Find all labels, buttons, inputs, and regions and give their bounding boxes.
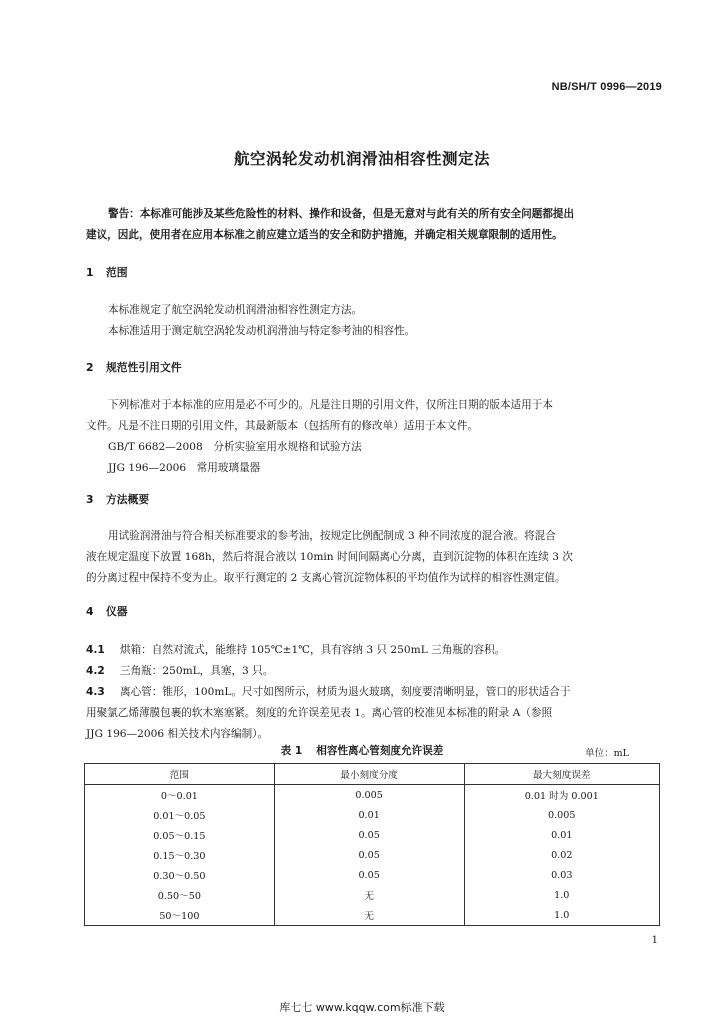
table-cell: 无 — [274, 905, 464, 926]
table-cell: 0.03 — [464, 865, 660, 885]
clause-text: 离心管：锥形，100mL。尺寸如图所示，材质为退火玻璃，刻度要清晰明显，管口的形状适合于 — [120, 686, 571, 698]
table-title: 相容性离心管刻度允许误差 — [316, 745, 444, 757]
clause-number: 4.1 — [86, 644, 105, 656]
paragraph: 本标准规定了航空涡轮发动机润滑油相容性测定方法。 — [108, 304, 363, 316]
section-3-body — [86, 526, 658, 589]
warning-paragraph — [86, 204, 658, 246]
section-number: 3 — [86, 493, 94, 506]
table-cell: 0～0.01 — [160, 791, 198, 802]
table-row — [85, 845, 660, 865]
section-title: 范围 — [106, 266, 128, 279]
section-number: 4 — [86, 605, 94, 618]
table-row — [85, 865, 660, 885]
table-cell: 无 — [274, 885, 464, 905]
section-4-heading — [86, 604, 128, 619]
paragraph-line: JJG 196—2006 相关技术内容编制）。 — [86, 728, 269, 740]
clause-number: 4.2 — [86, 665, 105, 677]
clause-4-2 — [86, 661, 658, 682]
clause-number: 4.3 — [86, 686, 105, 698]
table-row — [85, 805, 660, 825]
table-cell: 0.02 — [464, 845, 660, 865]
table-cell: 50～100 — [159, 911, 200, 922]
warning-line-1: 警告：本标准可能涉及某些危险性的材料、操作和设备，但是无意对与此有关的所有安全问题都提出 — [108, 208, 575, 220]
paragraph-line: 液在规定温度下放置 168h，然后将混合液以 10min 时间间隔离心分离，直到沉淀物的体积在连续 3 次 — [86, 551, 573, 563]
section-3-heading — [86, 492, 149, 507]
table-cell: 0.05 — [274, 865, 464, 885]
page-number: 1 — [651, 935, 658, 946]
clause-4-3-continued — [86, 703, 658, 745]
standard-code: NB/SH/T 0996—2019 — [551, 81, 662, 93]
table-cell: 0.05 — [274, 845, 464, 865]
tolerance-table — [84, 763, 660, 926]
section-2-heading — [86, 360, 182, 375]
table-header-row — [85, 764, 660, 785]
paragraph-line: 的分离过程中保持不变为止。取平行测定的 2 支离心管沉淀物体积的平均值作为试样的相容性测定值。 — [86, 572, 566, 584]
table-cell: 0.15～0.30 — [153, 851, 206, 862]
table-row — [85, 905, 660, 926]
paragraph-line: 用试验润滑油与符合相关标准要求的参考油，按规定比例配制成 3 种不同浓度的混合液。将混合 — [108, 530, 556, 542]
section-2-body — [86, 395, 658, 479]
section-1-body — [86, 300, 658, 342]
section-number: 1 — [86, 266, 94, 279]
table-cell: 0.50～50 — [157, 891, 201, 902]
table-number: 表 1 — [280, 745, 303, 757]
table-cell: 1.0 — [464, 885, 660, 905]
paragraph: 本标准适用于测定航空涡轮发动机润滑油与特定参考油的相容性。 — [108, 325, 416, 337]
table-cell: 0.01～0.05 — [153, 811, 206, 822]
clause-text: 烘箱：自然对流式，能维持 105℃±1℃，具有容纳 3 只 250mL 三角瓶的容积。 — [120, 644, 506, 656]
normative-reference: JJG 196—2006 常用玻璃量器 — [108, 462, 261, 474]
document-title: 航空涡轮发动机润滑油相容性测定法 — [233, 150, 490, 168]
column-header-min-division: 最小刻度分度 — [274, 764, 464, 785]
table-cell: 0.05～0.15 — [153, 831, 206, 842]
table-cell: 0.01 时为 0.001 — [464, 785, 660, 806]
table-cell: 0.30～0.50 — [153, 871, 206, 882]
table-cell: 0.005 — [274, 785, 464, 806]
table-cell: 0.05 — [274, 825, 464, 845]
table-cell: 0.01 — [274, 805, 464, 825]
section-1-heading — [86, 265, 128, 280]
clause-text: 三角瓶：250mL，具塞，3 只。 — [120, 665, 274, 677]
table-cell: 1.0 — [464, 905, 660, 926]
section-number: 2 — [86, 361, 94, 374]
column-header-max-error: 最大刻度误差 — [464, 764, 660, 785]
paragraph-line: 下列标准对于本标准的应用是必不可少的。凡是注日期的引用文件，仅所注日期的版本适用于本 — [108, 399, 553, 411]
table-cell: 0.01 — [464, 825, 660, 845]
column-header-range: 范围 — [85, 764, 275, 785]
section-title: 规范性引用文件 — [106, 361, 182, 374]
table-cell: 0.005 — [464, 805, 660, 825]
warning-line-2: 建议，因此，使用者在应用本标准之前应建立适当的安全和防护措施，并确定相关规章限制的适用性。 — [86, 229, 563, 241]
paragraph-line: 文件。凡是不注日期的引用文件，其最新版本（包括所有的修改单）适用于本文件。 — [86, 420, 478, 432]
section-title: 方法概要 — [106, 493, 150, 506]
table-row — [85, 825, 660, 845]
normative-reference: GB/T 6682—2008 分析实验室用水规格和试验方法 — [108, 441, 362, 453]
footer-watermark: 库七七 www.kqqw.com标准下载 — [279, 1001, 445, 1014]
section-title: 仪器 — [106, 605, 128, 618]
table-unit: 单位：mL — [585, 748, 629, 759]
table-row — [85, 885, 660, 905]
clause-4-1 — [86, 640, 658, 661]
clause-4-3 — [86, 682, 658, 703]
table-row — [85, 785, 660, 806]
paragraph-line: 用聚氯乙烯薄膜包裹的软木塞塞紧。刻度的允许误差见表 1。离心管的校准见本标准的附录 A（参照 — [86, 707, 553, 719]
